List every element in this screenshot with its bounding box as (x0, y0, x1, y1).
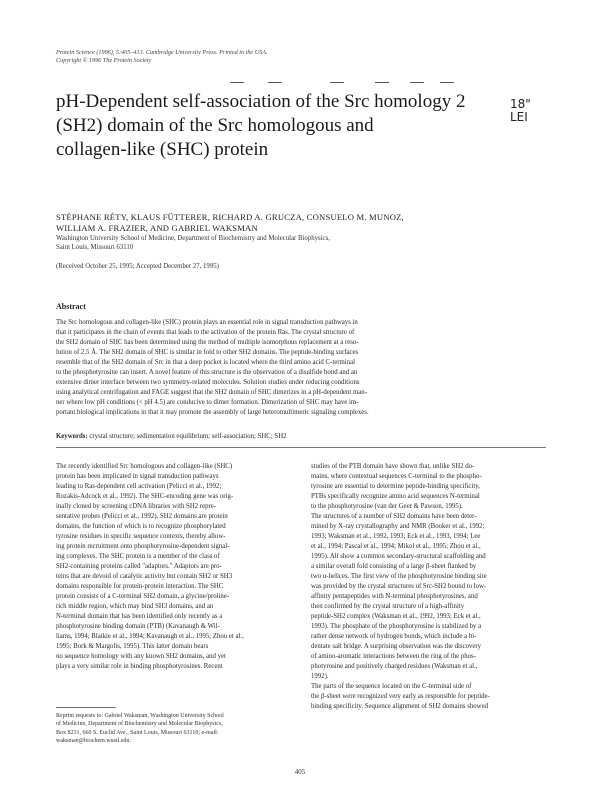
title-line: collagen-like (SHC) protein (56, 139, 269, 160)
body-text-line: teins that are devoid of catalytic activity but contain SH2 or SH3 (56, 573, 233, 580)
footnote-line: Reprint requests to: Gabriel Waksman, Washington University School (56, 713, 224, 719)
body-text-line: 1992). (311, 673, 329, 680)
header-dash (230, 82, 244, 83)
body-text-line: N-terminal domain that has been identified only recently as a (56, 613, 223, 620)
title-line: (SH2) domain of the Src homologous and (56, 115, 374, 136)
header-dash (330, 82, 344, 83)
authors-line: WILLIAM A. FRAZIER, AND GABRIEL WAKSMAN (56, 223, 258, 233)
affiliation-line: Washington University School of Medicine, Department of Biochemistry and Molecular Biophysics, (56, 235, 330, 242)
abstract-line: to the phosphotyrosine can insert. A novel feature of this structure is the observation of a disulfide bond and an (56, 369, 358, 376)
section-divider (56, 447, 546, 448)
body-text-line: mains, where contextual sequences C-terminal to the phospho- (311, 473, 482, 480)
body-text-line: mined by X-ray crystallography and NMR (Booker et al., 1992; (311, 523, 485, 530)
abstract-heading: Abstract (56, 302, 86, 311)
body-text-line: tyrosine are essential to determine peptide-binding specificity, (311, 483, 480, 490)
body-text-line: domains, the function of which is to recognize phosphorylated (56, 523, 226, 530)
abstract-line: the SH2 domain of SHC has been determined using the method of multiple isomorphous replacement at a reso- (56, 339, 359, 346)
body-text-line: tyrosine residues in specific sequence contexts, thereby allow- (56, 533, 226, 540)
body-text-line: liams, 1994; Blaikie et al., 1994; Kavanaugh et al., 1995; Zhou et al., (56, 633, 244, 640)
title-line: pH-Dependent self-association of the Src homology 2 (56, 91, 466, 112)
footnote-line: of Medicine, Department of Biochemistry and Molecular Biophysics, (56, 721, 223, 728)
journal-citation: Protein Science (1996), 5:405–413. Cambridge University Press. Printed in the USA. (56, 49, 268, 56)
stamp-line: 18" (510, 97, 531, 111)
received-dates: (Received October 25, 1995; Accepted December 27, 1995) (56, 263, 219, 270)
authors-line: STÉPHANE RÉTY, KLAUS FÜTTERER, RICHARD A. GRUCZA, CONSUELO M. MUNOZ, (56, 212, 404, 222)
body-text-line: plays a very similar role in binding phosphotyrosines. Recent (56, 663, 223, 670)
body-text-line: no sequence homology with any known SH2 domains, and yet (56, 653, 226, 660)
body-column-right (311, 462, 551, 712)
copyright-line: Copyright © 1996 The Protein Society (56, 57, 152, 64)
body-text-line: protein consists of a C-terminal SH2 domain, a glycine/proline- (56, 593, 230, 600)
body-text-line: to the phosphotyrosine (van der Geer & Pawson, 1995). (311, 503, 463, 510)
abstract-line: using analytical centrifugation and FAGE suggest that the SH2 domain of SHC dimerizes in a pH-dependent man- (56, 389, 367, 396)
body-text-line: leading to Ras-dependent cell activation (Pelicci et al., 1992; (56, 483, 222, 490)
footnote-line: waksman@biochem.wustl.edu. (56, 738, 132, 745)
keywords-text: crystal structure; sedimentation equilibrium; self-association; SHC; SH2 (87, 433, 287, 440)
body-text-line: Rozakis-Adcock et al., 1992). The SHC-encoding gene was orig- (56, 493, 234, 500)
body-text-line: PTBs specifically recognize amino acid sequences N-terminal (311, 493, 480, 500)
stamp-line: LEI (510, 110, 528, 124)
abstract-line: The Src homologous and collagen-like (SHC) protein plays an essential role in signal transduction pathways in (56, 319, 358, 326)
page-number: 405 (294, 768, 306, 776)
keywords-label: Keywords: (56, 433, 88, 440)
body-text-line: The parts of the sequence located on the C-terminal side of (311, 683, 472, 690)
body-text-line: binding specificity. Sequence alignment of SH2 domains showed (311, 703, 489, 710)
body-text-line: ing protein recruitment onto phosphotyrosine-dependent signal- (56, 543, 230, 550)
header-dash (268, 82, 282, 83)
body-text-line: was provided by the crystal structures of Src-SH2 bound to low- (311, 583, 487, 590)
journal-header (56, 49, 356, 65)
footnote-divider (56, 707, 116, 708)
body-text-line: domains responsible for protein-protein interaction. The SHC (56, 583, 224, 590)
abstract-line: lution of 2.5 Å. The SH2 domain of SHC is similar in fold to other SH2 domains. The peptide-binding surfaces (56, 349, 359, 356)
body-text-line: inally cloned by screening cDNA libraries with SH2 repre- (56, 503, 217, 510)
body-text-line: 1993; Waksman et al., 1992, 1993; Eck et al., 1993, 1994; Lee (311, 533, 481, 540)
body-text-line: photyrosine and positively charged residues (Waksman et al., (311, 663, 478, 670)
body-text-line: rather dense network of hydrogen bonds, which include a bi- (311, 633, 477, 640)
body-text-line: affinity pentapeptides with N-terminal phosphotyrosines, and (311, 593, 478, 600)
library-stamp (510, 98, 544, 128)
affiliation (56, 235, 556, 252)
body-text-line: protein has been implicated in signal transduction pathways (56, 473, 219, 480)
footnote-line: Box 8231, 660 S. Euclid Ave., Saint Louis, Missouri 63110; e-mail: (56, 729, 219, 736)
body-text-line: peptide-SH2 complex (Waksman et al., 1992, 1993; Eck et al., (311, 613, 481, 620)
body-text-line: 1993). The phosphate of the phosphotyrosine is stabilized by a (311, 623, 482, 630)
abstract-line: that it participates in the chain of events that leads to the activation of the protein Ras. The crystal structure of (56, 329, 355, 336)
body-text-line: sentative probes (Pelicci et al., 1992). SH2 domains are protein (56, 513, 228, 520)
author-list (56, 212, 556, 234)
body-text-line: of amino-aromatic interactions between the ring of the phos- (311, 653, 476, 660)
footnote (56, 712, 296, 746)
article-title (56, 90, 476, 162)
body-text-line: et al., 1994; Pascal et al., 1994; Mikol et al., 1995; Zhou et al., (311, 543, 481, 550)
body-text-line: phosphotyrosine binding domain (PTB) (Kavanaugh & Wil- (56, 623, 220, 630)
abstract-body (56, 318, 546, 418)
abstract-line: ner where low pH conditions (< pH 4.5) are conducive to dimer formation. Dimerization of SHC may have im- (56, 399, 359, 406)
body-text-line: The recently identified Src homologous and collagen-like (SHC) (56, 463, 233, 470)
affiliation-line: Saint Louis, Missouri 63110 (56, 243, 134, 251)
body-text-line: dentate salt bridge. A surprising observation was the discovery (311, 643, 482, 650)
body-text-line: a similar overall fold consisting of a large β-sheet flanked by (311, 563, 477, 570)
keywords (56, 432, 546, 441)
body-text-line: 1995; Bork & Margolis, 1995). This latter domain bears (56, 643, 209, 650)
abstract-line: portant biological implications in that it may promote the assembly of large heteromultimeric signaling complexes. (56, 409, 369, 416)
header-dash (410, 82, 424, 83)
body-text-line: then confirmed by the crystal structure of a high-affinity (311, 603, 465, 610)
body-text-line: studies of the PTB domain have shown that, unlike SH2 do- (311, 463, 475, 470)
body-text-line: 1995). All show a common secondary-structural scaffolding and (311, 553, 486, 560)
header-dash (440, 82, 454, 83)
body-text-line: SH2-containing proteins called "adaptors." Adaptors are pro- (56, 563, 222, 570)
body-text-line: ing complexes. The SHC protein is a member of the class of (56, 553, 220, 560)
body-text-line: The structures of a number of SH2 domains have been deter- (311, 513, 477, 520)
body-text-line: two α-helices. The first view of the phosphotyrosine binding site (311, 573, 487, 580)
abstract-line: extensive dimer interface between two symmetry-related molecules. Solution studies under reducing conditions (56, 379, 360, 386)
header-dash (375, 82, 389, 83)
body-text-line: the β-sheet were recognized very early as responsible for peptide- (311, 693, 490, 700)
body-text-line: rich middle region, which may bind SH3 domains, and an (56, 603, 214, 610)
body-column-left (56, 462, 296, 672)
abstract-line: resemble that of the SH2 domain of Src in that a deep pocket is located where the third amino acid C-terminal (56, 359, 355, 366)
